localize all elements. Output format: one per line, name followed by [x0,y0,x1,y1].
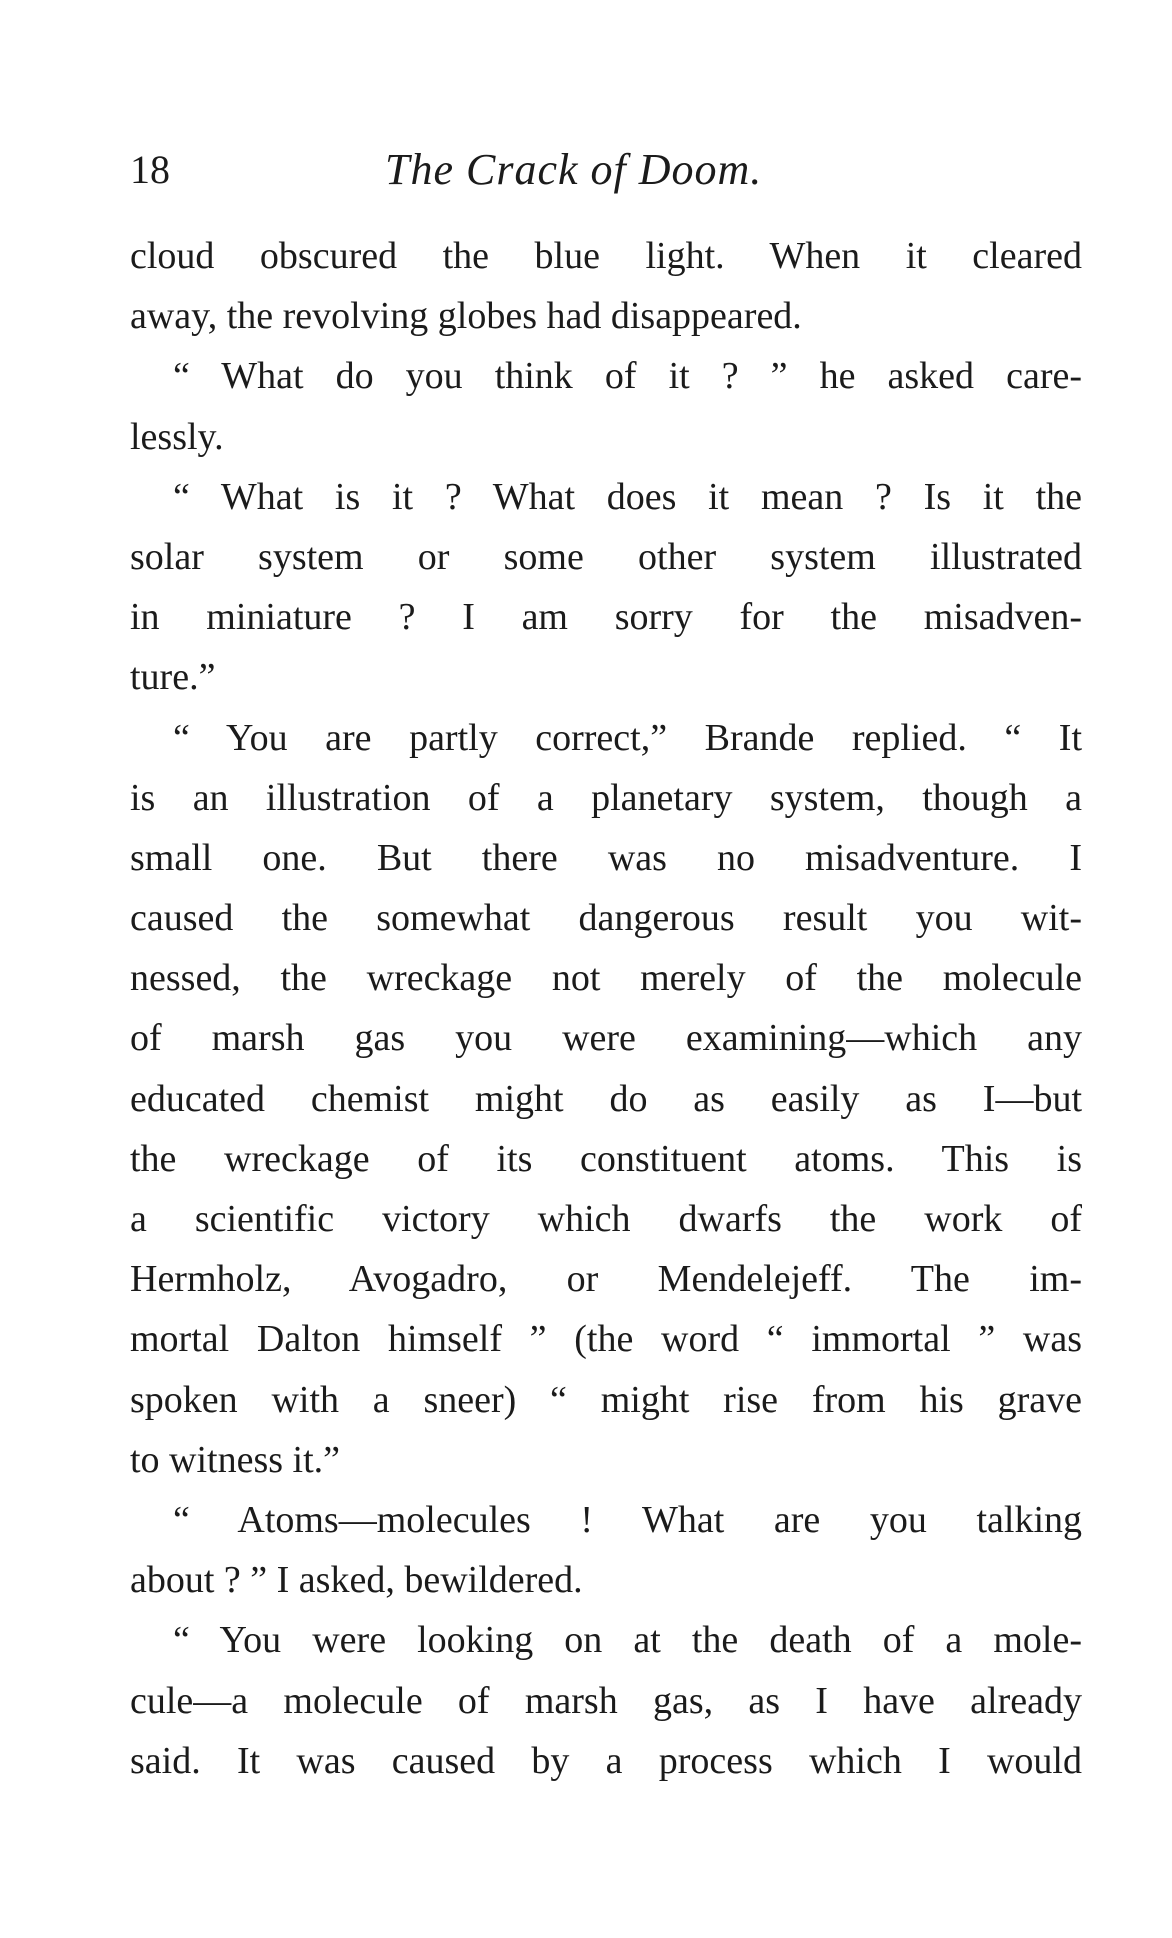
text-line: solar system or some other system illustrated [130,535,1082,578]
running-head [130,140,1080,200]
text-line: “ Atoms—molecules ! What are you talking [173,1498,1082,1541]
text-line: Hermholz, Avogadro, or Mendelejeff. The im- [130,1258,1082,1301]
text-line: away, the revolving globes had disappeared. [130,295,802,338]
text-line: small one. But there was no misadventure. I [130,836,1082,879]
text-line: cloud obscured the blue light. When it cleared [130,235,1082,277]
text-line: said. It was caused by a process which I would [130,1739,1082,1782]
text-line: cule—a molecule of marsh gas, as I have already [130,1679,1082,1722]
text-line: nessed, the wreckage not merely of the molecule [130,957,1082,1000]
text-line: lessly. [130,415,224,458]
text-line: of marsh gas you were examining—which any [130,1017,1082,1060]
text-line: in miniature ? I am sorry for the misadven- [130,596,1082,639]
body-text [130,226,1082,1791]
text-line: is an illustration of a planetary system, though a [130,776,1082,819]
text-line: educated chemist might do as easily as I—but [130,1077,1082,1120]
text-line: “ You were looking on at the death of a mole- [173,1619,1082,1662]
text-line: “ What is it ? What does it mean ? Is it the [173,475,1082,518]
text-line: spoken with a sneer) “ might rise from his grave [130,1378,1082,1421]
running-title: The Crack of Doom. [385,145,763,194]
text-line: “ What do you think of it ? ” he asked care- [173,355,1082,398]
text-line: mortal Dalton himself ” (the word “ immortal ” was [130,1318,1082,1361]
text-line: a scientific victory which dwarfs the work of [130,1198,1082,1240]
text-line: to witness it.” [130,1438,341,1481]
text-line: about ? ” I asked, bewildered. [130,1559,583,1602]
text-line: ture.” [130,656,216,699]
text-line: “ You are partly correct,” Brande replied. “ It [173,716,1082,759]
text-line: caused the somewhat dangerous result you wit- [130,897,1082,940]
text-line: the wreckage of its constituent atoms. This is [130,1137,1082,1180]
page-number: 18 [130,147,170,192]
